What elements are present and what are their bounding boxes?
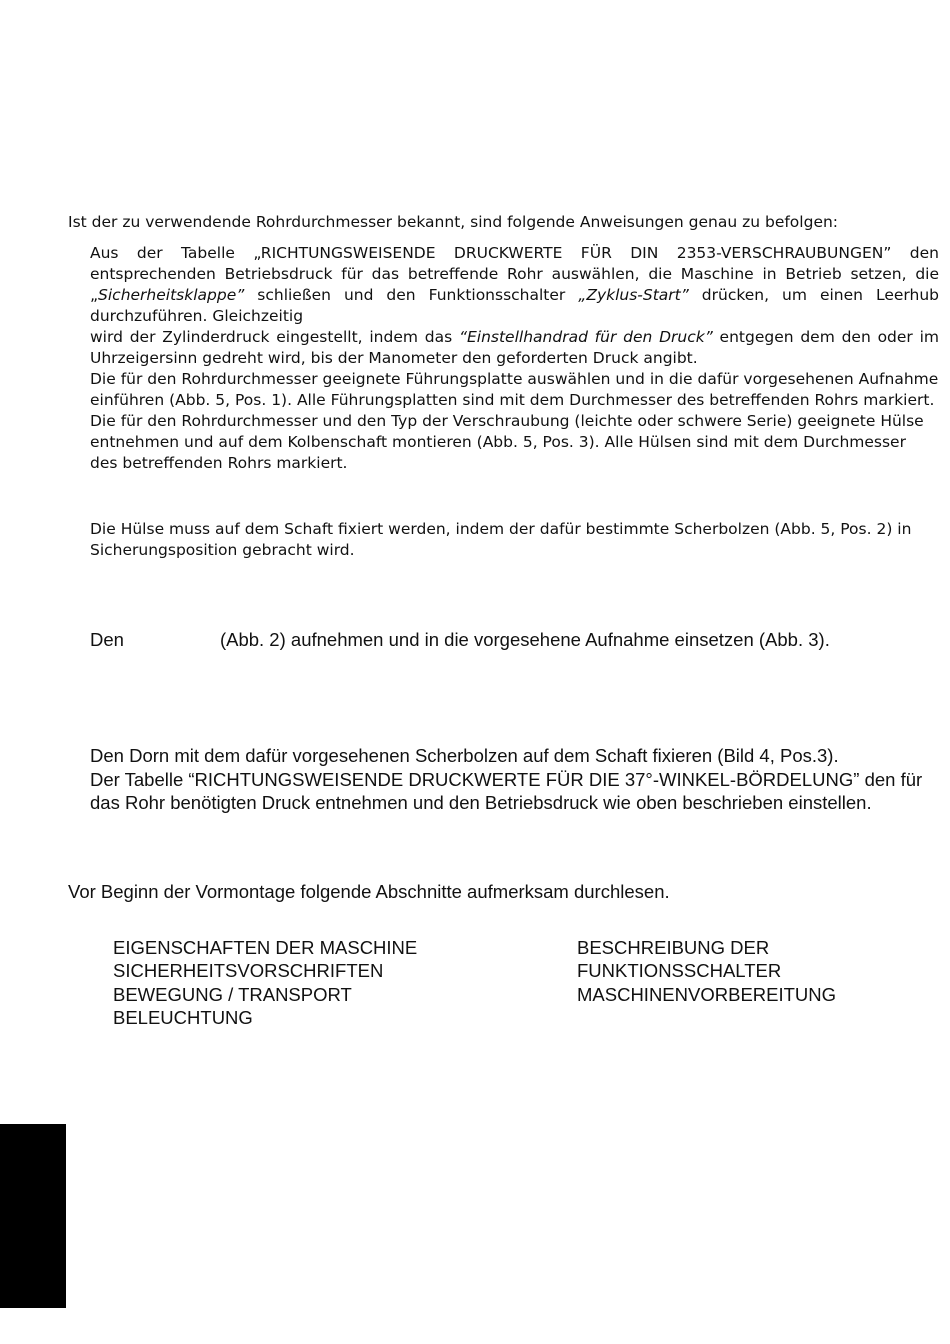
instruction-line: Uhrzeigersinn gedreht wird, bis der Manometer den geforderten Druck angibt. <box>90 349 698 367</box>
dorn-line: Den Dorn mit dem dafür vorgesehenen Scherbolzen auf dem Schaft fixieren (Bild 4, Pos.3). <box>90 745 839 766</box>
instruction-fragment: schließen und den Funktionsschalter <box>244 286 579 304</box>
instruction-line: Aus der Tabelle „RICHTUNGSWEISENDE DRUCKWERTE FÜR DIN 2353-VERSCHRAUBUNGEN” den <box>90 244 939 262</box>
huelse-note-line: Sicherungsposition gebracht wird. <box>90 541 355 559</box>
section-item: EIGENSCHAFTEN DER MASCHINE <box>113 937 418 958</box>
sections-list-right <box>577 936 836 1006</box>
instruction-line: Die für den Rohrdurchmesser geeignete Führungsplatte auswählen und in die dafür vorgesehenen Aufnahme <box>90 370 939 388</box>
den-instruction <box>90 628 830 652</box>
instruction-fragment: wird der Zylinderdruck eingestellt, indem das <box>90 328 459 346</box>
zyklus-start-term: „Zyklus-Start” <box>578 286 689 304</box>
intro-text: Ist der zu verwendende Rohrdurchmesser bekannt, sind folgende Anweisungen genau zu befolgen: <box>68 213 839 231</box>
page-side-tab <box>0 1124 66 1308</box>
dorn-line: Der Tabelle “RICHTUNGSWEISENDE DRUCKWERTE FÜR DIE 37°-WINKEL-BÖRDELUNG” den für <box>90 768 923 790</box>
section-item: BEWEGUNG / TRANSPORT <box>113 983 352 1005</box>
sections-list-left <box>113 936 417 1029</box>
quote-mark: „ <box>90 286 99 304</box>
instruction-line: Die für den Rohrdurchmesser und den Typ der Verschraubung (leichte oder schwere Serie) geeignete Hülse <box>90 412 924 430</box>
instruction-line: durchzuführen. Gleichzeitig <box>90 307 304 325</box>
instruction-line <box>90 327 939 348</box>
vor-beginn-text: Vor Beginn der Vormontage folgende Abschnitte aufmerksam durchlesen. <box>68 881 670 902</box>
den-instruction-rest: (Abb. 2) aufnehmen und in die vorgesehene Aufnahme einsetzen (Abb. 3). <box>219 629 830 650</box>
instruction-line: einführen (Abb. 5, Pos. 1). Alle Führungsplatten sind mit dem Durchmesser des betreffenden Rohrs markiert. <box>90 391 935 409</box>
section-item: BESCHREIBUNG DER <box>577 937 770 958</box>
section-item: FUNKTIONSSCHALTER <box>577 960 782 982</box>
instruction-line: entnehmen und auf dem Kolbenschaft montieren (Abb. 5, Pos. 3). Alle Hülsen sind mit dem Durchmesser <box>90 433 906 451</box>
dorn-line: das Rohr benötigten Druck entnehmen und den Betriebsdruck wie oben beschrieben einstellen. <box>90 792 872 813</box>
huelse-note-line: Die Hülse muss auf dem Schaft fixiert werden, indem der dafür bestimmte Scherbolzen (Abb. 5, Pos. 2) in <box>90 520 912 538</box>
instruction-line: des betreffenden Rohrs markiert. <box>90 454 348 472</box>
instruction-fragment: drücken, um einen Leerhub <box>688 286 939 304</box>
instruction-line: entsprechenden Betriebsdruck für das betreffende Rohr auswählen, die Maschine in Betrieb setzen, die <box>90 265 939 283</box>
den-word: Den <box>90 629 124 650</box>
dorn-block <box>90 744 939 815</box>
section-item: BELEUCHTUNG <box>113 1006 253 1028</box>
instruction-line <box>90 285 939 306</box>
instructions-block <box>90 243 939 474</box>
einstellhandrad-term: “Einstellhandrad für den Druck” <box>458 328 713 346</box>
huelse-note <box>90 519 939 561</box>
instruction-fragment: entgegen dem den oder im <box>712 328 939 346</box>
sicherheitsklappe-term: Sicherheitsklappe” <box>98 286 245 304</box>
section-item: SICHERHEITSVORSCHRIFTEN <box>113 960 384 982</box>
section-item: MASCHINENVORBEREITUNG <box>577 983 837 1005</box>
